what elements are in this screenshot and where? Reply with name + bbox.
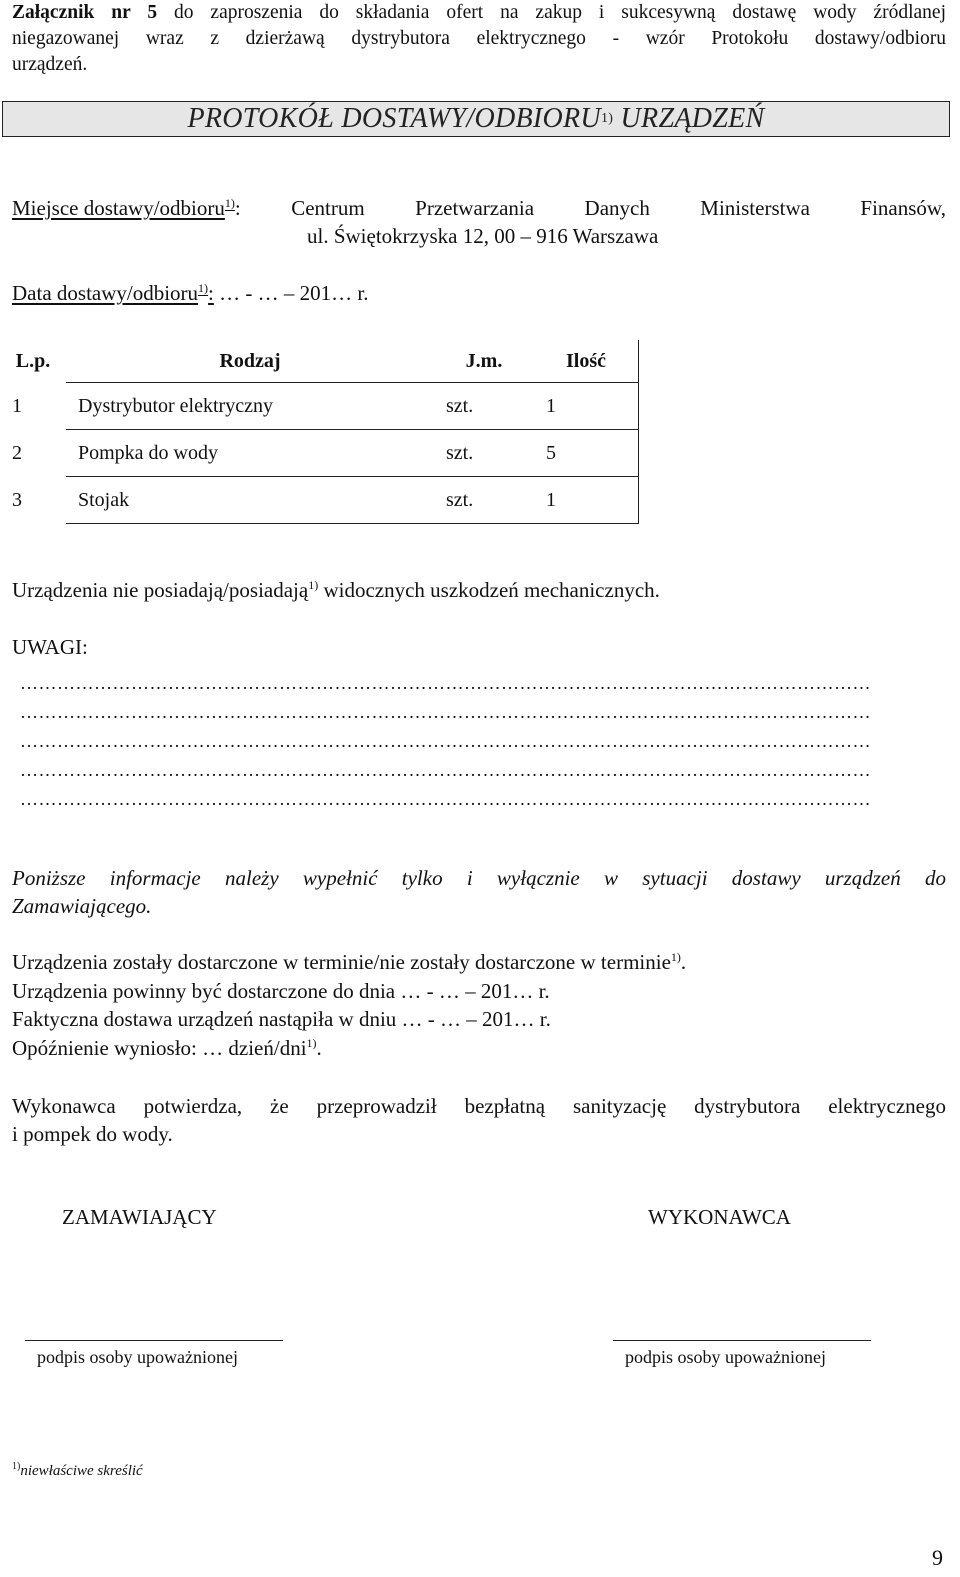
orderer-signature-caption: podpis osoby upoważnionej [37,1347,238,1367]
delivery-terms [12,948,686,1062]
delivery-delay-ref: 1) [306,1035,317,1050]
delivery-delay-text: Opóźnienie wyniosło: … dzień/dni [12,1035,307,1060]
delivery-place [12,194,946,250]
contractor-statement-line-1: Wykonawca potwierdza, że przeprowadził bezpłatną sanityzację dystrybutora elektrycznego [12,1094,946,1118]
delivery-date-ref: 1) [198,281,209,295]
table-row [0,477,639,524]
delivery-place-line-1 [12,194,946,222]
remarks-label: UWAGI: [12,635,88,659]
delivery-date-value: … - … – 201… r. [213,281,369,305]
cell-type: Dystrybutor elektryczny [66,383,434,430]
cell-quantity: 5 [534,430,639,477]
cell-lp: 1 [12,394,22,417]
remarks-dotted-line[interactable]: ………………………………………………………………………………………………………………………… [20,677,871,689]
place-word: Danych [584,196,650,220]
delivery-date [12,281,368,306]
delivery-date-label: Data dostawy/odbioru [12,281,199,305]
remarks-dotted-line[interactable]: ………………………………………………………………………………………………………………………… [20,706,871,718]
header-line-2: niegazowanej wraz z dzierżawą dystrybutora elektrycznego - wzór Protokołu dostawy/odbioru [12,28,946,49]
delivery-on-time-text: Urządzenia zostały dostarczone w terminie/nie zostały dostarczone w terminie [12,950,671,974]
items-table [0,340,639,524]
damage-text-end: widocznych uszkodzeń mechanicznych. [318,578,660,602]
remarks-dotted-line[interactable]: ………………………………………………………………………………………………………………………… [20,735,871,747]
remarks-dotted-line[interactable]: ………………………………………………………………………………………………………………………… [20,793,871,805]
cell-unit: szt. [434,383,534,430]
place-word: Przetwarzania [415,196,535,220]
info-note-line-1: Poniższe informacje należy wypełnić tylko i wyłącznie w sytuacji dostawy urządzeń do [12,866,946,890]
damage-text: Urządzenia nie posiadają/posiadają [12,578,309,602]
delivery-delay-line [12,1034,686,1063]
contractor-signature-title: WYKONAWCA [648,1205,791,1229]
damage-ref: 1) [308,578,319,592]
delivery-place-ref: 1) [224,196,235,210]
delivery-delay-end: . [316,1035,322,1060]
table-header-row [0,340,639,383]
remarks-dotted-line[interactable]: ………………………………………………………………………………………………………………………… [20,764,871,776]
cell-quantity: 1 [534,383,639,430]
delivery-on-time-end: . [680,950,687,974]
delivery-place-label: Miejsce dostawy/odbioru [12,196,225,220]
contractor-statement [12,1092,946,1148]
header-line-3: urządzeń. [12,54,88,75]
delivery-date-colon: : [208,281,214,305]
cell-unit: szt. [434,430,534,477]
delivery-due-date-line: Urządzenia powinny być dostarczone do dnia … - … – 201… r. [12,978,550,1003]
place-word: Centrum [291,196,365,220]
orderer-signature-line[interactable] [25,1340,283,1341]
delivery-place-address: ul. Świętokrzyska 12, 00 – 916 Warszawa [307,224,659,248]
delivery-info-note [12,864,946,920]
cell-lp: 2 [12,441,22,464]
footnote [12,1463,143,1480]
footnote-mark: 1) [12,1461,21,1472]
footnote-text: niewłaściwe skreślić [20,1463,143,1479]
place-word: Ministerstwa [700,196,810,220]
orderer-signature-title: ZAMAWIAJĄCY [62,1205,217,1229]
title-text: PROTOKÓŁ DOSTAWY/ODBIORU [187,103,601,134]
column-header-lp: L.p. [15,349,51,372]
column-header-type: Rodzaj [66,340,434,383]
cell-unit: szt. [434,477,534,524]
delivery-place-label-group [12,194,241,222]
title-text-end: URZĄDZEŃ [613,103,765,134]
column-header-unit: J.m. [434,340,534,383]
damage-statement [12,578,660,603]
table-row [0,430,639,477]
delivery-on-time-ref: 1) [670,950,681,964]
delivery-place-colon: : [234,196,241,220]
cell-type: Pompka do wody [66,430,434,477]
protocol-title: PROTOKÓŁ DOSTAWY/ODBIORU 1) URZĄDZEŃ [2,101,950,137]
column-header-quantity: Ilość [534,340,639,383]
cell-lp: 3 [12,488,22,511]
contractor-signature-caption: podpis osoby upoważnionej [625,1347,826,1367]
cell-quantity: 1 [534,477,639,524]
place-word: Finansów, [860,196,946,220]
header-line-1 [12,0,946,26]
contractor-statement-line-2: i pompek do wody. [12,1122,173,1146]
cell-type: Stojak [66,477,434,524]
table-row [0,383,639,430]
delivery-actual-date-line: Faktyczna dostawa urządzeń nastąpiła w dniu … - … – 201… r. [12,1007,551,1031]
info-note-line-2: Zamawiającego. [12,894,152,918]
page-number: 9 [932,1545,943,1570]
attachment-number: Załącznik nr 5 [12,2,158,23]
delivery-on-time-line [12,948,686,977]
header-text-1: do zaproszenia do składania ofert na zakup i sukcesywną dostawę wody źródlanej [157,2,946,23]
attachment-header [12,0,946,78]
contractor-signature-line[interactable] [613,1340,871,1341]
